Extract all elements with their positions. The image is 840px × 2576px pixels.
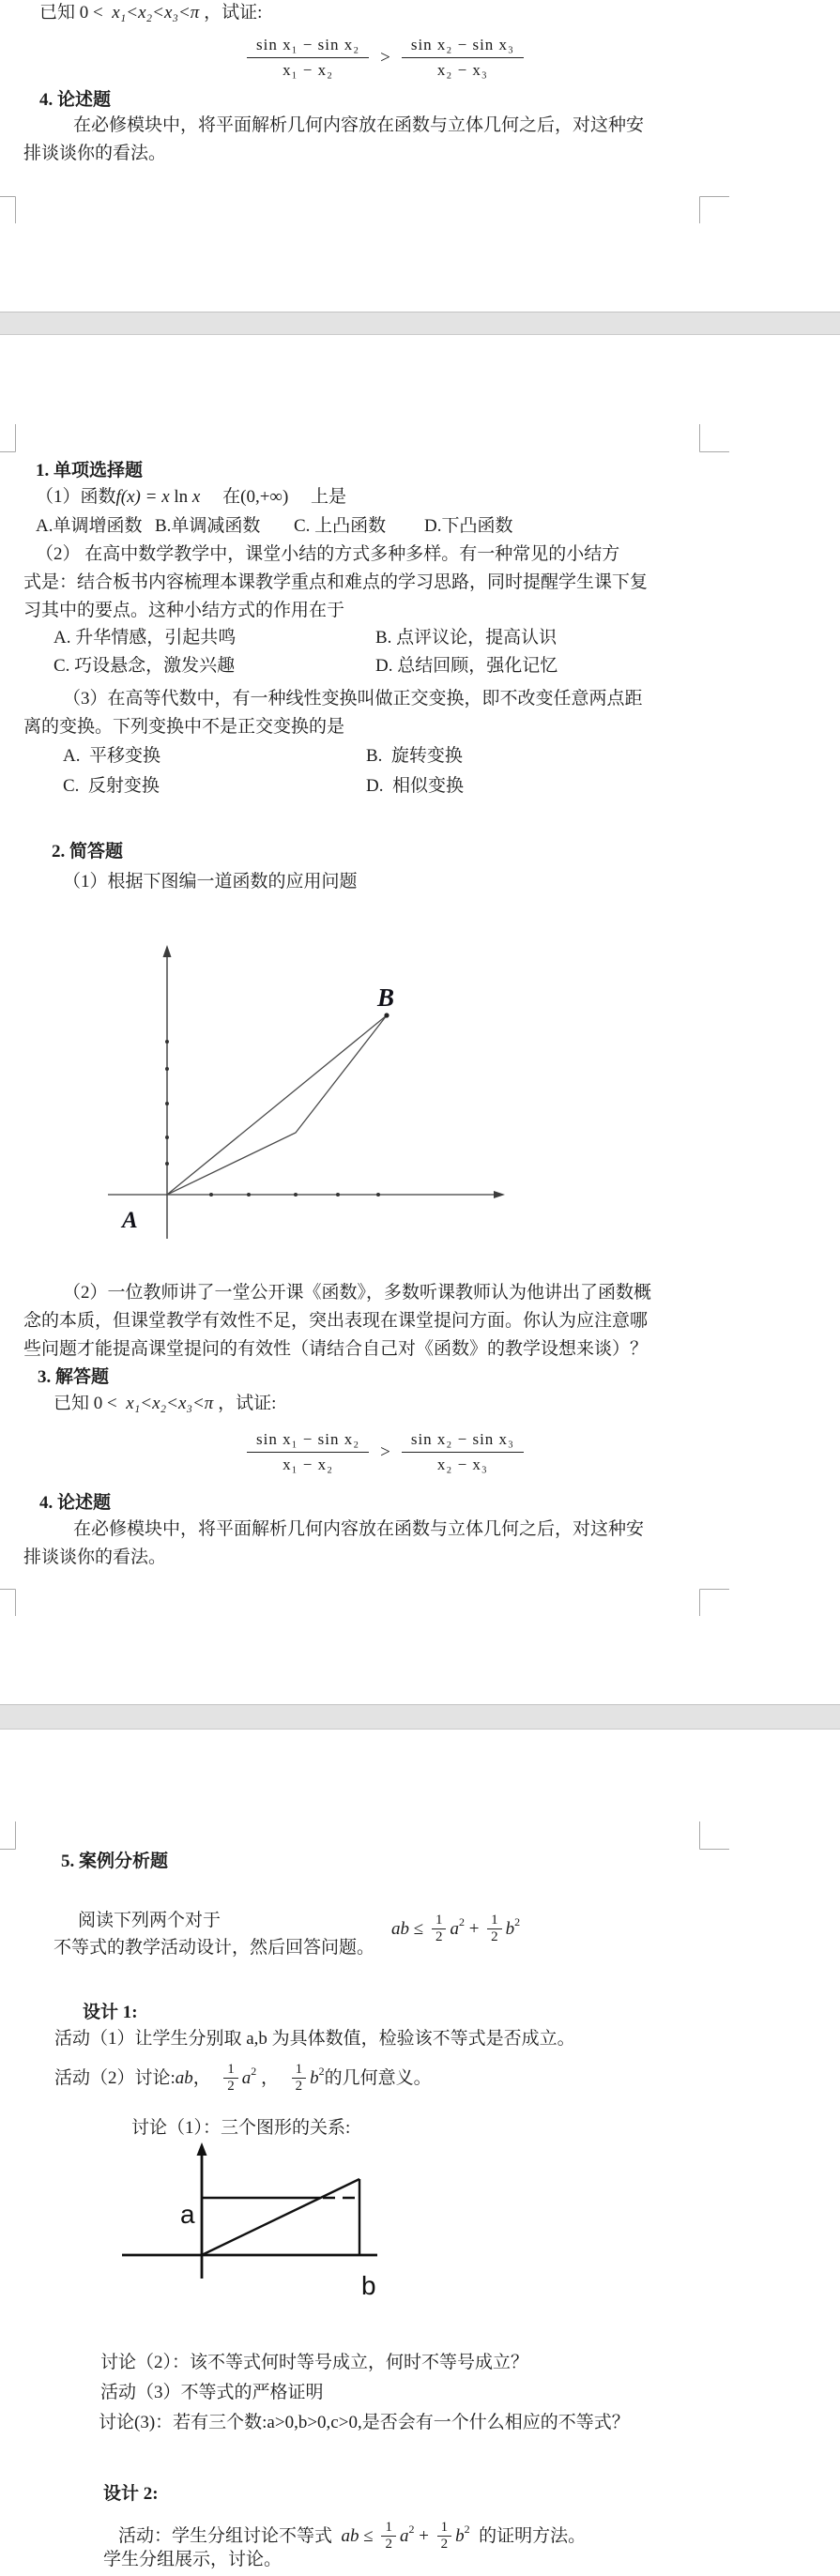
text: 活动（1）让学生分别取 a,b 为具体数值，检验该不等式是否成立。 bbox=[54, 2029, 575, 2049]
math-text: b bbox=[310, 2067, 319, 2088]
text: C. 巧设悬念，激发兴趣 bbox=[53, 656, 236, 676]
fraction: $\frac{1}{2}$ bbox=[223, 2062, 238, 2095]
text-line bbox=[103, 2549, 282, 2570]
text-line bbox=[73, 114, 644, 136]
text: > bbox=[380, 1442, 390, 1462]
text: (0,+∞) bbox=[240, 487, 289, 507]
text: 2 bbox=[251, 2065, 257, 2078]
origin-a-label: A bbox=[122, 1208, 138, 1233]
text-line bbox=[99, 2412, 630, 2433]
heading-line bbox=[103, 2483, 159, 2505]
text: 2 bbox=[514, 1915, 521, 1928]
math-text: f(x) = x bbox=[115, 487, 170, 507]
text: 在 bbox=[200, 487, 241, 507]
heading-line bbox=[39, 1492, 111, 1514]
text-line bbox=[53, 1393, 276, 1414]
heading-line bbox=[83, 2002, 138, 2023]
straight-path-line bbox=[167, 1015, 387, 1195]
math-text: ab bbox=[175, 2067, 193, 2088]
text: （2） 在高中数学教学中，课堂小结的方式多种多样。有一种常见的小结方 bbox=[36, 544, 620, 564]
text: 2 bbox=[464, 2523, 470, 2536]
text: 些问题才能提高课堂提问的有效性（请结合自己对《函数》的教学设想来谈）？ bbox=[23, 1339, 649, 1359]
text-line bbox=[23, 1310, 648, 1332]
text: 设计 1: bbox=[83, 2003, 138, 2022]
text: 上是 bbox=[288, 487, 347, 507]
text: 3. 解答题 bbox=[38, 1367, 110, 1387]
heading-line bbox=[38, 1366, 109, 1388]
text: 离的变换。下列变换中不是正交变换的是 bbox=[23, 717, 345, 737]
text: ，试证: bbox=[199, 3, 263, 23]
figure-2-svg bbox=[103, 2140, 394, 2318]
text: 学生分组展示，讨论。 bbox=[103, 2550, 283, 2569]
text: 习其中的要点。这种小结方式的作用在于 bbox=[23, 601, 345, 620]
text-line bbox=[247, 1430, 524, 1474]
text: D.下凸函数 bbox=[424, 516, 513, 536]
fraction: $\frac{\text{sin x₁ − sin x₂}}{\text{x₁ − x₂}}$ bbox=[247, 36, 369, 80]
text: C. 反射变换 bbox=[63, 776, 160, 796]
height-a-label: a bbox=[180, 2200, 195, 2229]
inequality-geometry-figure bbox=[103, 2140, 394, 2318]
text: （2）一位教师讲了一堂公开课《函数》，多数听课教师认为他讲出了函数概 bbox=[63, 1283, 652, 1303]
text-line bbox=[78, 1910, 221, 1931]
x-axis-arrow-icon bbox=[494, 1191, 505, 1198]
text: 活动（2）讨论: bbox=[54, 2067, 176, 2088]
text: ≤ bbox=[409, 1918, 428, 1939]
text: ， bbox=[192, 2067, 221, 2088]
text-line bbox=[63, 1282, 651, 1303]
point-b-label: B bbox=[377, 983, 395, 1012]
y-axis-arrow-icon bbox=[197, 2142, 207, 2156]
text: 2. 简答题 bbox=[52, 842, 124, 861]
text-line bbox=[63, 871, 358, 892]
text: 阅读下列两个对于 bbox=[78, 1911, 221, 1930]
page-gap-1 bbox=[0, 312, 840, 335]
fraction: $\frac{1}{2}$ bbox=[381, 2520, 396, 2553]
heading-line bbox=[36, 460, 143, 481]
figure-1-svg bbox=[94, 938, 516, 1262]
text-line bbox=[131, 2117, 350, 2139]
text: + bbox=[464, 1918, 484, 1939]
text: D. 相似变换 bbox=[366, 776, 464, 796]
text: 4. 论述题 bbox=[39, 90, 112, 110]
text-line bbox=[23, 716, 344, 738]
heading-line bbox=[61, 1851, 168, 1872]
text-line bbox=[23, 1547, 166, 1568]
text: 活动（3）不等式的严格证明 bbox=[100, 2383, 324, 2402]
text: 2 bbox=[408, 2523, 415, 2536]
text-line bbox=[23, 572, 648, 593]
text: 的证明方法。 bbox=[469, 2525, 587, 2546]
point-b-dot bbox=[384, 1013, 389, 1017]
text: 已知 0 < bbox=[53, 1394, 127, 1413]
y-axis-arrow-icon bbox=[163, 945, 172, 957]
text: B.单调减函数 bbox=[155, 516, 261, 536]
math-text: x₁<x₂<x₃<π bbox=[112, 3, 200, 23]
text-line bbox=[54, 2028, 575, 2050]
text-line bbox=[391, 1905, 520, 1952]
text: ，试证: bbox=[213, 1394, 277, 1413]
math-text: a bbox=[399, 2525, 409, 2546]
text: C. 上凸函数 bbox=[294, 516, 387, 536]
text: （1）根据下图编一道函数的应用问题 bbox=[63, 872, 358, 892]
text: D. 总结回顾，强化记忆 bbox=[375, 656, 558, 676]
text-line bbox=[100, 2382, 324, 2403]
text: 的几何意义。 bbox=[324, 2067, 432, 2088]
text: 5. 案例分析题 bbox=[61, 1852, 169, 1871]
text: 式是：结合板书内容梳理本课教学重点和难点的学习思路，同时提醒学生课下复 bbox=[23, 572, 649, 592]
math-text: x bbox=[191, 487, 201, 507]
text-line bbox=[100, 2352, 528, 2373]
text: （3）在高等代数中，有一种线性变换叫做正交变换，即不改变任意两点距 bbox=[63, 689, 643, 709]
text-line bbox=[36, 543, 619, 565]
fraction: $\frac{1}{2}$ bbox=[437, 2520, 452, 2553]
text: 念的本质，但课堂教学有效性不足，突出表现在课堂提问方面。你认为应注意哪 bbox=[23, 1311, 649, 1331]
math-text: ab bbox=[391, 1918, 409, 1939]
text: 在必修模块中，将平面解析几何内容放在函数与立体几何之后，对这种安 bbox=[73, 1519, 645, 1539]
math-text: a bbox=[450, 1918, 459, 1939]
text-line bbox=[63, 688, 643, 709]
text-line bbox=[23, 1338, 648, 1360]
text: 已知 0 < bbox=[39, 3, 113, 23]
text: 排谈谈你的看法。 bbox=[23, 144, 167, 163]
text: ≤ bbox=[359, 2525, 378, 2546]
fraction: $\frac{\text{sin x₂ − sin x₃}}{\text{x₂ − x₃}}$ bbox=[402, 36, 524, 80]
text: ln bbox=[169, 487, 192, 507]
fraction: $\frac{1}{2}$ bbox=[487, 1913, 502, 1945]
text-line bbox=[39, 2, 262, 23]
text-line bbox=[23, 143, 166, 164]
text: 讨论(3)：若有三个数:a>0,b>0,c>0,是否会有一个什么相应的不等式？ bbox=[99, 2413, 630, 2432]
text: ， bbox=[256, 2067, 288, 2088]
fraction: $\frac{\text{sin x₂ − sin x₃}}{\text{x₂ − x₃}}$ bbox=[402, 1430, 524, 1474]
text: > bbox=[380, 48, 390, 68]
text-line bbox=[23, 600, 344, 621]
fraction: $\frac{\text{sin x₁ − sin x₂}}{\text{x₁ − x₂}}$ bbox=[247, 1430, 369, 1474]
text-line bbox=[73, 1518, 644, 1540]
text: 在必修模块中，将平面解析几何内容放在函数与立体几何之后，对这种安 bbox=[73, 115, 645, 135]
axis-tick-dots bbox=[165, 1040, 380, 1197]
text: 2 bbox=[458, 1915, 465, 1928]
math-text: x₁<x₂<x₃<π bbox=[126, 1394, 214, 1413]
function-application-figure bbox=[94, 938, 516, 1262]
text: 1. 单项选择题 bbox=[36, 461, 144, 480]
diagonal-line bbox=[202, 2179, 359, 2255]
math-text: b bbox=[505, 1918, 515, 1939]
text-line bbox=[54, 2055, 432, 2100]
text: 设计 2: bbox=[103, 2484, 159, 2504]
text-line bbox=[247, 36, 524, 80]
text: B. 旋转变换 bbox=[366, 746, 463, 766]
text: 4. 论述题 bbox=[39, 1493, 112, 1513]
text: A. 升华情感，引起共鸣 bbox=[53, 628, 237, 648]
math-text: b bbox=[455, 2525, 465, 2546]
fraction: $\frac{1}{2}$ bbox=[432, 1913, 447, 1945]
text: + bbox=[414, 2525, 434, 2546]
text: A.单调增函数 bbox=[36, 516, 143, 536]
text: 活动：学生分组讨论不等式 bbox=[118, 2525, 342, 2546]
text: 不等式的教学活动设计，然后回答问题。 bbox=[53, 1938, 375, 1958]
math-text: ab bbox=[341, 2525, 359, 2546]
heading-line bbox=[39, 89, 111, 111]
text: 讨论（2）：该不等式何时等号成立，何时不等号成立？ bbox=[100, 2353, 529, 2372]
math-text: a bbox=[241, 2067, 252, 2088]
text: （1）函数 bbox=[36, 487, 116, 507]
page-gap-2 bbox=[0, 1704, 840, 1730]
text: 讨论（1）：三个图形的关系: bbox=[131, 2118, 351, 2138]
fraction: $\frac{1}{2}$ bbox=[292, 2062, 307, 2095]
text: 2 bbox=[318, 2065, 325, 2078]
text-line bbox=[36, 486, 346, 508]
heading-line bbox=[52, 841, 123, 862]
text: 排谈谈你的看法。 bbox=[23, 1547, 167, 1567]
text: B. 点评议论，提高认识 bbox=[375, 628, 557, 648]
text-line bbox=[53, 1937, 374, 1959]
base-b-label: b bbox=[361, 2271, 376, 2300]
text: A. 平移变换 bbox=[63, 746, 160, 766]
